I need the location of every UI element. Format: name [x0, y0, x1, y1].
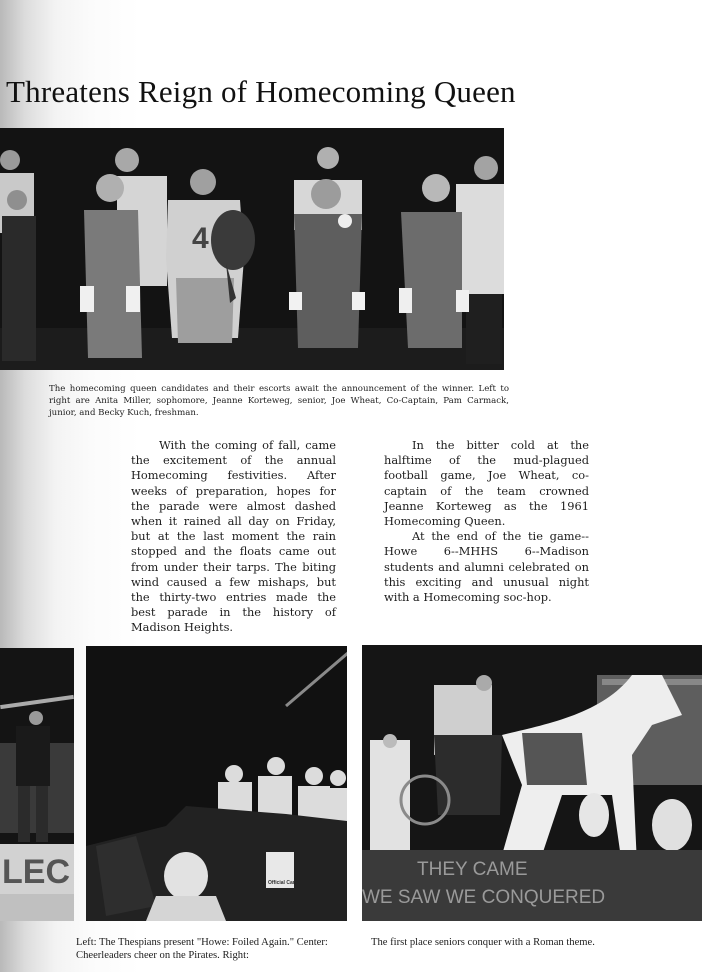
top-photo-caption: The homecoming queen candidates and their escorts await the announcement of the winner. Left to right are Anita Miller, sophomore, Jeanne Korteweg, senior, Joe Wheat, Co-Captain, Pam Carmack, junior, and Becky Kuch, freshman.: [49, 384, 509, 418]
thespians-photo: [0, 648, 74, 921]
article-column-left: [131, 438, 336, 636]
banner-line-1: THEY CAME: [417, 859, 528, 880]
bottom-caption-right: The first place seniors conquer with a Roman theme.: [371, 937, 595, 948]
page-headline: Threatens Reign of Homecoming Queen: [6, 74, 516, 109]
figure-far-left: [0, 150, 36, 361]
car-sign: Official Car: [268, 880, 295, 886]
jersey-number: 4: [192, 222, 209, 255]
bottom-caption-left: Left: The Thespians present "Howe: Foiled Again." Center: Cheerleaders cheer on the Pirates. Right:: [76, 937, 328, 961]
cheerleaders-photo: [86, 646, 347, 921]
float-sign: LEC: [2, 853, 70, 891]
article-paragraph: In the bitter cold at the halftime of the mud-plagued football game, Joe Wheat, co-captain of the team crowned Jeanne Korteweg as the 1961 Homecoming Queen.: [384, 438, 589, 529]
homecoming-court-photo: [0, 128, 504, 370]
roman-float-photo: [362, 645, 702, 921]
article-paragraph: With the coming of fall, came the excitement of the annual Homecoming festivities. After weeks of preparation, hopes for the parade were almost dashed when it rained all day on Friday, but at the last moment the rain stopped and the floats came out from under their tarps. The biting wind caused a few mishaps, but the thirty-two entries made the best parade in the history of Madison Heights.: [131, 438, 336, 635]
banner-line-2: WE SAW WE CONQUERED: [362, 887, 606, 908]
article-paragraph: At the end of the tie game--Howe 6--MHHS 6--Madison students and alumni celebrated on this exciting and unusual night with a Homecoming soc-hop.: [384, 529, 589, 605]
article-column-right: [384, 438, 589, 605]
